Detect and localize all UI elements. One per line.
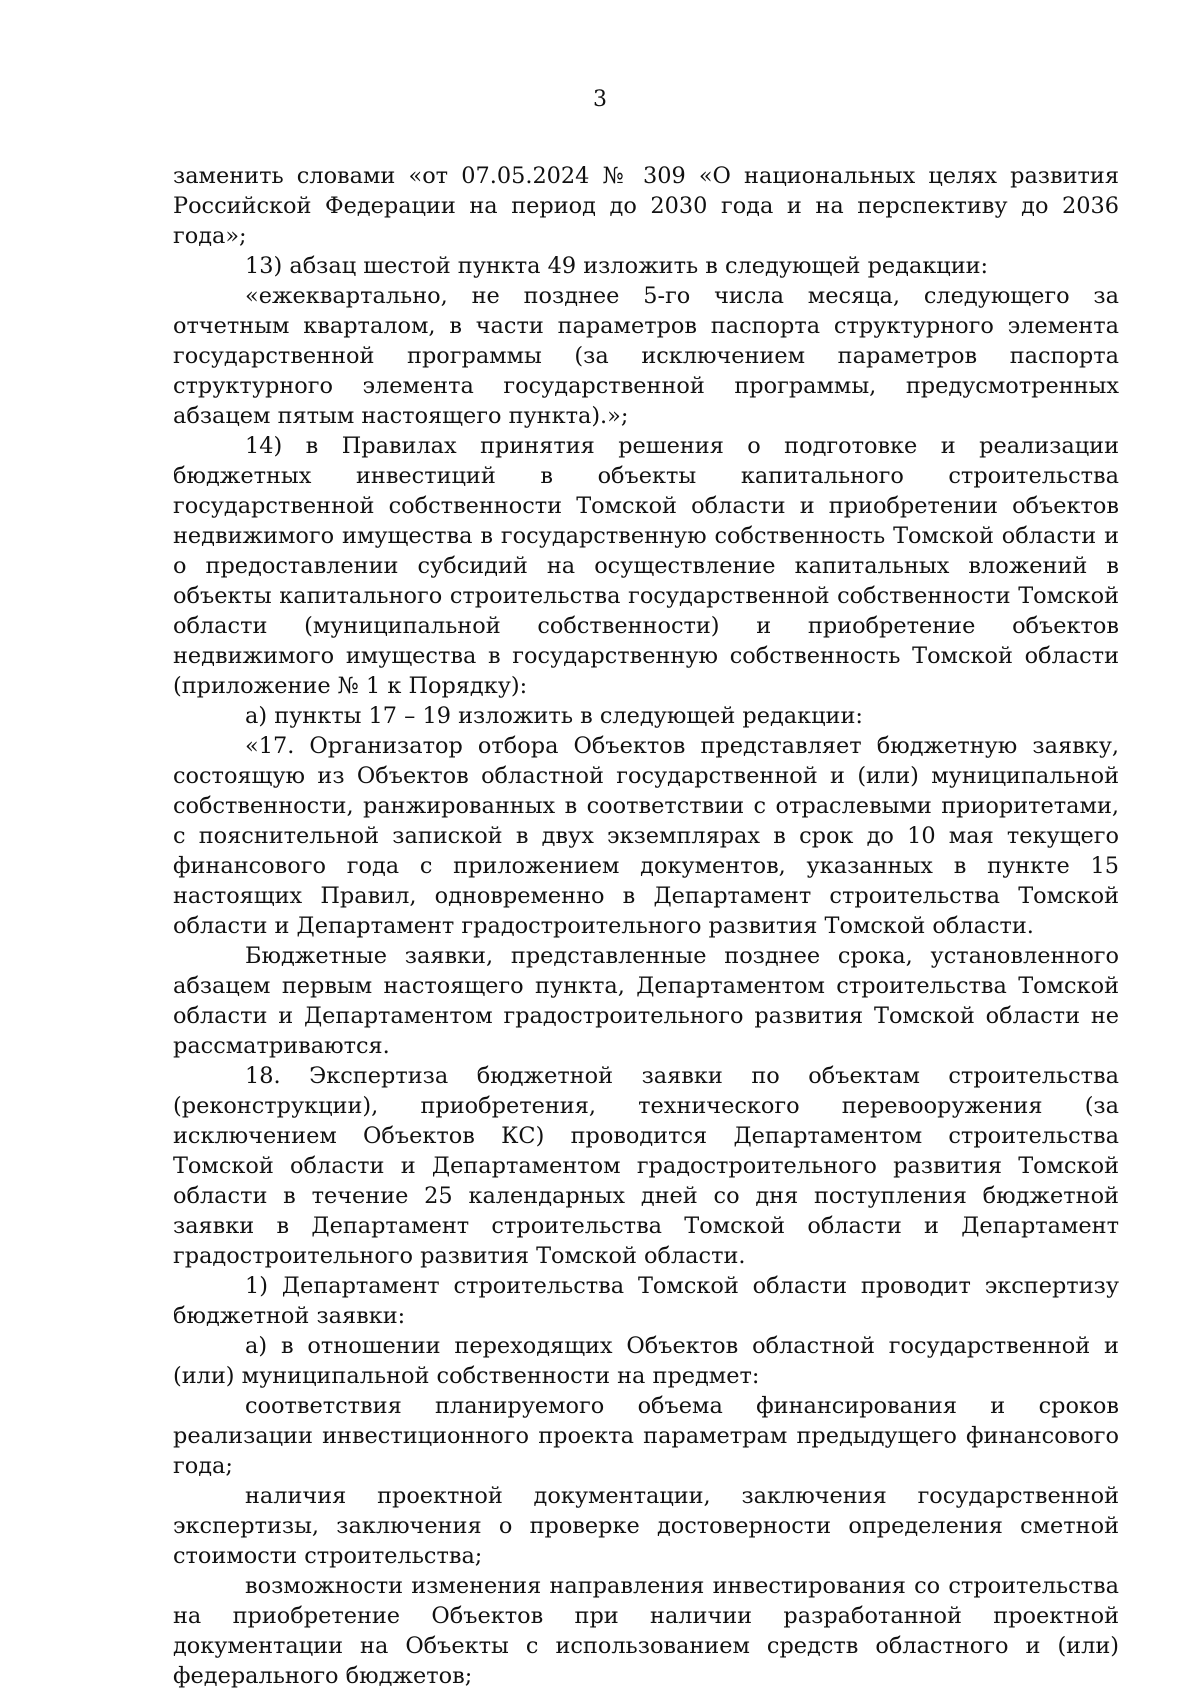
paragraph: 1) Департамент строительства Томской области проводит экспертизу бюджетной заявки:	[173, 1273, 1119, 1329]
paragraph: а) в отношении переходящих Объектов областной государственной и (или) муниципальной собственности на предмет:	[173, 1333, 1119, 1389]
paragraph: «ежеквартально, не позднее 5-го числа месяца, следующего за отчетным кварталом, в части параметров паспорта структурного элемента государственной программы (за исключением параметров паспорта структурного элемента государственной программы, предусмотренных абзацем пятым настоящего пункта).»;	[173, 283, 1119, 429]
paragraph: 13) абзац шестой пункта 49 изложить в следующей редакции:	[245, 253, 989, 279]
paragraph: 18. Экспертиза бюджетной заявки по объектам строительства (реконструкции), приобретения, технического перевооружения (за исключением Объектов КС) проводится Департаментом строительства Томской области и Департаментом градостроительного развития Томской области в течение 25 календарных дней со дня поступления бюджетной заявки в Департамент строительства Томской области и Департамент градостроительного развития Томской области.	[173, 1063, 1119, 1269]
document-body	[173, 161, 1119, 1691]
paragraph: соответствия планируемого объема финансирования и сроков реализации инвестиционного проекта параметрам предыдущего финансового года;	[173, 1393, 1119, 1479]
paragraph: заменить словами «от 07.05.2024 № 309 «О национальных целях развития Российской Федерации на период до 2030 года и на перспективу до 2036 года»;	[173, 163, 1119, 249]
paragraph: «17. Организатор отбора Объектов представляет бюджетную заявку, состоящую из Объектов областной государственной и (или) муниципальной собственности, ранжированных в соответствии с отраслевыми приоритетами, с пояснительной запиской в двух экземплярах в срок до 10 мая текущего финансового года с приложением документов, указанных в пункте 15 настоящих Правил, одновременно в Департамент строительства Томской области и Департамент градостроительного развития Томской области.	[173, 733, 1119, 939]
paragraph: Бюджетные заявки, представленные позднее срока, установленного абзацем первым настоящего пункта, Департаментом строительства Томской области и Департаментом градостроительного развития Томской области не рассматриваются.	[173, 943, 1119, 1059]
paragraph: возможности изменения направления инвестирования со строительства на приобретение Объектов при наличии разработанной проектной документации на Объекты с использованием средств областного и (или) федерального бюджетов;	[173, 1573, 1119, 1689]
paragraph: наличия проектной документации, заключения государственной экспертизы, заключения о проверке достоверности определения сметной стоимости строительства;	[173, 1483, 1119, 1569]
page-number: 3	[593, 87, 607, 112]
paragraph: 14) в Правилах принятия решения о подготовке и реализации бюджетных инвестиций в объекты капитального строительства государственной собственности Томской области и приобретении объектов недвижимого имущества в государственную собственность Томской области и о предоставлении субсидий на осуществление капитальных вложений в объекты капитального строительства государственной собственности Томской области (муниципальной собственности) и приобретение объектов недвижимого имущества в государственную собственность Томской области (приложение № 1 к Порядку):	[173, 433, 1119, 699]
paragraph: а) пункты 17 – 19 изложить в следующей редакции:	[245, 703, 863, 729]
